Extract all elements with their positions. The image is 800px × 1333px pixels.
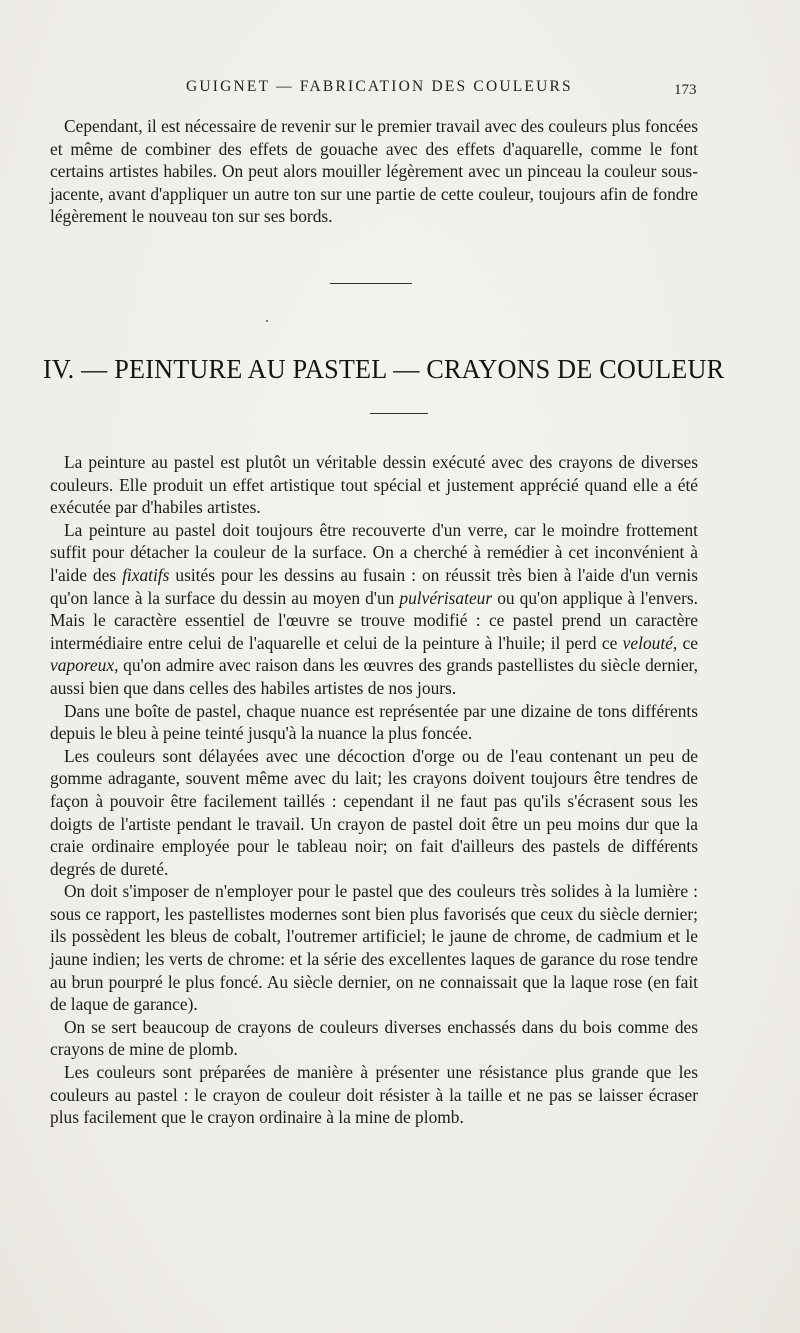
running-title: GUIGNET — FABRICATION DES COULEURS [186, 78, 573, 95]
paragraph: La peinture au pastel est plutôt un véritable dessin exécuté avec des crayons de diverses couleurs. Elle produit un effet artistique tout spécial et justement apprécié quand elle a été exécutée par d'habiles artistes. [50, 452, 698, 518]
italic-term: pulvérisateur [399, 587, 493, 608]
paragraph: Les couleurs sont délayées avec une décoction d'orge ou de l'eau contenant un peu de gomme adragante, souvent même avec du lait; les crayons doivent toujours être tendres de façon à pouvoir être facilement taillés : cependant il ne faut pas qu'ils s'écrasent sous les doigts de l'artiste pendant le travail. Un crayon de pastel doit être un peu moins dur que la craie ordinaire employée pour le tableau noir; on fait d'ailleurs des pastels de différents degrés de dureté. [50, 745, 698, 879]
page-number: 173 [674, 82, 697, 98]
italic-term: fixatifs [122, 564, 170, 585]
running-head [0, 78, 800, 102]
paragraph: On doit s'imposer de n'employer pour le pastel que des couleurs très solides à la lumière : sous ce rapport, les pastellistes modernes sont bien plus favorisés que ceux du siècle dernier; ils possèdent les bleus de cobalt, l'outremer artificiel; le jaune de chrome, de cadmium et le jaune indien; les verts de chrome: et la série des excellentes laques de garance du rose tendre au brun pourpré le plus foncé. Au siècle dernier, on ne connaissait que la laque rose (en fait de laque de garance). [50, 881, 698, 1015]
section-body [50, 451, 698, 1129]
separator-rule [330, 283, 412, 284]
print-speck [266, 320, 268, 322]
paragraph: Les couleurs sont préparées de manière à présenter une résistance plus grande que les couleurs au pastel : le crayon de couleur doit résister à la taille et ne pas se laisser écraser plus facilement que le crayon ordinaire à la mine de plomb. [50, 1062, 698, 1128]
section-heading: IV. — PEINTURE AU PASTEL — CRAYONS DE COULEUR [43, 354, 725, 384]
italic-term: velouté [622, 632, 673, 653]
paragraph: Dans une boîte de pastel, chaque nuance est représentée par une dizaine de tons différents depuis le bleu à peine teinté jusqu'à la nuance la plus foncée. [50, 700, 698, 744]
paragraph: La peinture au pastel doit toujours être recouverte d'un verre, car le moindre frottement suffit pour détacher la couleur de la surface. On a cherché à remédier à cet inconvénient à l'aide des fixatifs usités pour les dessins au fusain : on réussit très bien à l'aide d'un vernis qu'on lance à la surface du dessin au moyen d'un pulvérisateur ou qu'on applique à l'envers. Mais le caractère essentiel de l'œuvre se trouve modifié : ce pastel prend un caractère intermédiaire entre celui de l'aquarelle et celui de la peinture à l'huile; il perd ce velouté, ce vaporeux, qu'on admire avec raison dans les œuvres des grands pastellistes du siècle dernier, aussi bien que dans celles des habiles artistes de nos jours. [50, 519, 698, 698]
paragraph: Cependant, il est nécessaire de revenir sur le premier travail avec des couleurs plus foncées et même de combiner des effets de gouache avec des effets d'aquarelle, comme le font certains artistes habiles. On peut alors mouiller légèrement avec un pinceau la couleur sous-jacente, avant d'appliquer un autre ton sur une partie de cette couleur, toujours afin de fondre légèrement le nouveau ton sur ses bords. [50, 116, 699, 227]
italic-term: vaporeux [50, 655, 115, 676]
heading-underline-rule [370, 413, 428, 414]
paragraph: On se sert beaucoup de crayons de couleurs diverses enchassés dans du bois comme des crayons de mine de plomb. [50, 1016, 698, 1060]
continued-paragraph [50, 115, 698, 228]
